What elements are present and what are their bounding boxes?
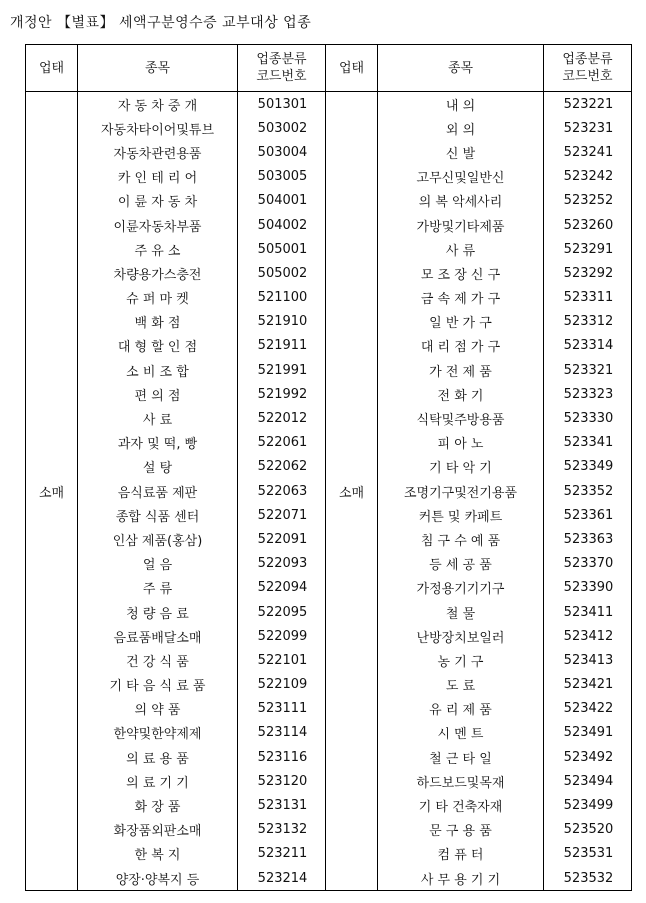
right-item-cell: 고무신및일반신	[378, 165, 544, 189]
left-code-cell: 523214	[238, 866, 326, 891]
right-item-cell: 난방장치보일러	[378, 624, 544, 648]
left-item-cell: 백 화 점	[78, 310, 238, 334]
right-code-cell: 523292	[544, 261, 632, 285]
left-code-cell: 501301	[238, 92, 326, 117]
header-business-left: 업태	[26, 45, 78, 92]
left-code-cell: 523116	[238, 745, 326, 769]
left-item-cell: 설 탕	[78, 455, 238, 479]
left-code-cell: 523131	[238, 793, 326, 817]
right-code-cell: 523349	[544, 455, 632, 479]
industry-code-table	[25, 44, 632, 891]
right-code-cell: 523361	[544, 503, 632, 527]
left-code-cell: 522071	[238, 503, 326, 527]
right-item-cell: 등 세 공 품	[378, 552, 544, 576]
document-title: 개정안 【별표】 세액구분영수증 교부대상 업종	[10, 15, 312, 31]
business-type-right: 소매	[326, 92, 378, 891]
left-item-cell: 사 료	[78, 406, 238, 430]
left-item-cell: 자 동 차 중 개	[78, 92, 238, 117]
right-item-cell: 외 의	[378, 116, 544, 140]
header-code-line2: 코드번호	[562, 69, 613, 84]
right-item-cell: 철 물	[378, 600, 544, 624]
right-item-cell: 피 아 노	[378, 431, 544, 455]
left-code-cell: 522094	[238, 576, 326, 600]
right-item-cell: 가정용기기기구	[378, 576, 544, 600]
left-item-cell: 의 료 용 품	[78, 745, 238, 769]
left-item-cell: 기 타 음 식 료 품	[78, 673, 238, 697]
left-item-cell: 이 륜 자 동 차	[78, 189, 238, 213]
header-code-line2: 코드번호	[256, 69, 307, 84]
right-code-cell: 523531	[544, 842, 632, 866]
left-item-cell: 이륜자동차부품	[78, 213, 238, 237]
right-code-cell: 523499	[544, 793, 632, 817]
left-item-cell: 화 장 품	[78, 793, 238, 817]
right-code-cell: 523413	[544, 648, 632, 672]
right-item-cell: 침 구 수 예 품	[378, 527, 544, 551]
left-code-cell: 522062	[238, 455, 326, 479]
left-code-cell: 522101	[238, 648, 326, 672]
left-item-cell: 청 량 음 료	[78, 600, 238, 624]
left-code-cell: 521911	[238, 334, 326, 358]
right-item-cell: 유 리 제 품	[378, 697, 544, 721]
right-code-cell: 523491	[544, 721, 632, 745]
left-item-cell: 자동차타이어및튜브	[78, 116, 238, 140]
left-code-cell: 522061	[238, 431, 326, 455]
right-item-cell: 의 복 악세사리	[378, 189, 544, 213]
left-code-cell: 522012	[238, 406, 326, 430]
right-item-cell: 일 반 가 구	[378, 310, 544, 334]
table-body	[26, 92, 632, 891]
header-item-right: 종목	[378, 45, 544, 92]
business-type-left: 소매	[26, 92, 78, 891]
right-code-cell: 523321	[544, 358, 632, 382]
right-item-cell: 신 발	[378, 140, 544, 164]
left-code-cell: 523111	[238, 697, 326, 721]
right-code-cell: 523312	[544, 310, 632, 334]
left-code-cell: 521100	[238, 286, 326, 310]
left-item-cell: 주 류	[78, 576, 238, 600]
left-code-cell: 521992	[238, 382, 326, 406]
left-code-cell: 523132	[238, 818, 326, 842]
right-item-cell: 도 료	[378, 673, 544, 697]
right-code-cell: 523411	[544, 600, 632, 624]
left-item-cell: 음료품배달소매	[78, 624, 238, 648]
right-code-cell: 523241	[544, 140, 632, 164]
right-item-cell: 기 타 악 기	[378, 455, 544, 479]
left-code-cell: 505001	[238, 237, 326, 261]
left-item-cell: 차량용가스충전	[78, 261, 238, 285]
right-code-cell: 523532	[544, 866, 632, 891]
left-code-cell: 503004	[238, 140, 326, 164]
header-code-left	[238, 45, 326, 92]
right-code-cell: 523520	[544, 818, 632, 842]
right-item-cell: 시 멘 트	[378, 721, 544, 745]
right-code-cell: 523492	[544, 745, 632, 769]
header-row	[26, 45, 632, 92]
left-item-cell: 대 형 할 인 점	[78, 334, 238, 358]
right-item-cell: 컴 퓨 터	[378, 842, 544, 866]
left-item-cell: 한약및한약제제	[78, 721, 238, 745]
right-item-cell: 농 기 구	[378, 648, 544, 672]
right-item-cell: 가방및기타제품	[378, 213, 544, 237]
left-code-cell: 521991	[238, 358, 326, 382]
left-code-cell: 504001	[238, 189, 326, 213]
right-item-cell: 조명기구및전기용품	[378, 479, 544, 503]
right-code-cell: 523421	[544, 673, 632, 697]
left-code-cell: 522091	[238, 527, 326, 551]
right-code-cell: 523341	[544, 431, 632, 455]
left-item-cell: 편 의 점	[78, 382, 238, 406]
left-code-cell: 522109	[238, 673, 326, 697]
right-item-cell: 금 속 제 가 구	[378, 286, 544, 310]
right-code-cell: 523323	[544, 382, 632, 406]
left-code-cell: 523114	[238, 721, 326, 745]
left-code-cell: 504002	[238, 213, 326, 237]
left-item-cell: 종합 식품 센터	[78, 503, 238, 527]
left-code-cell: 522063	[238, 479, 326, 503]
right-code-cell: 523363	[544, 527, 632, 551]
right-item-cell: 대 리 점 가 구	[378, 334, 544, 358]
right-code-cell: 523370	[544, 552, 632, 576]
right-item-cell: 전 화 기	[378, 382, 544, 406]
right-item-cell: 커튼 및 카페트	[378, 503, 544, 527]
left-code-cell: 522093	[238, 552, 326, 576]
right-item-cell: 사 류	[378, 237, 544, 261]
right-code-cell: 523330	[544, 406, 632, 430]
table-row	[26, 92, 632, 117]
right-code-cell: 523352	[544, 479, 632, 503]
left-code-cell: 522099	[238, 624, 326, 648]
right-code-cell: 523311	[544, 286, 632, 310]
left-item-cell: 화장품외판소매	[78, 818, 238, 842]
header-business-right: 업태	[326, 45, 378, 92]
left-item-cell: 슈 퍼 마 켓	[78, 286, 238, 310]
right-code-cell: 523260	[544, 213, 632, 237]
right-code-cell: 523314	[544, 334, 632, 358]
right-code-cell: 523252	[544, 189, 632, 213]
right-code-cell: 523291	[544, 237, 632, 261]
right-item-cell: 사 무 용 기 기	[378, 866, 544, 891]
right-item-cell: 하드보드및목재	[378, 769, 544, 793]
left-code-cell: 505002	[238, 261, 326, 285]
left-item-cell: 주 유 소	[78, 237, 238, 261]
right-item-cell: 모 조 장 신 구	[378, 261, 544, 285]
header-code-right	[544, 45, 632, 92]
left-item-cell: 얼 음	[78, 552, 238, 576]
right-item-cell: 문 구 용 품	[378, 818, 544, 842]
header-item-left: 종목	[78, 45, 238, 92]
left-item-cell: 자동차관련용품	[78, 140, 238, 164]
left-code-cell: 521910	[238, 310, 326, 334]
left-item-cell: 인삼 제품(홍삼)	[78, 527, 238, 551]
left-code-cell: 523211	[238, 842, 326, 866]
right-code-cell: 523231	[544, 116, 632, 140]
right-item-cell: 식탁및주방용품	[378, 406, 544, 430]
right-code-cell: 523494	[544, 769, 632, 793]
right-code-cell: 523412	[544, 624, 632, 648]
left-code-cell: 503005	[238, 165, 326, 189]
left-item-cell: 양장·양복지 등	[78, 866, 238, 891]
right-code-cell: 523242	[544, 165, 632, 189]
right-code-cell: 523422	[544, 697, 632, 721]
left-item-cell: 카 인 테 리 어	[78, 165, 238, 189]
right-code-cell: 523221	[544, 92, 632, 117]
header-code-line1: 업종분류	[562, 52, 613, 67]
left-code-cell: 522095	[238, 600, 326, 624]
left-item-cell: 의 약 품	[78, 697, 238, 721]
header-code-line1: 업종분류	[256, 52, 307, 67]
left-item-cell: 의 료 기 기	[78, 769, 238, 793]
right-item-cell: 가 전 제 품	[378, 358, 544, 382]
right-code-cell: 523390	[544, 576, 632, 600]
right-item-cell: 내 의	[378, 92, 544, 117]
left-item-cell: 건 강 식 품	[78, 648, 238, 672]
left-item-cell: 과자 및 떡, 빵	[78, 431, 238, 455]
right-item-cell: 철 근 타 일	[378, 745, 544, 769]
left-code-cell: 523120	[238, 769, 326, 793]
left-item-cell: 한 복 지	[78, 842, 238, 866]
left-item-cell: 음식료품 제판	[78, 479, 238, 503]
left-code-cell: 503002	[238, 116, 326, 140]
right-item-cell: 기 타 건축자재	[378, 793, 544, 817]
left-item-cell: 소 비 조 합	[78, 358, 238, 382]
